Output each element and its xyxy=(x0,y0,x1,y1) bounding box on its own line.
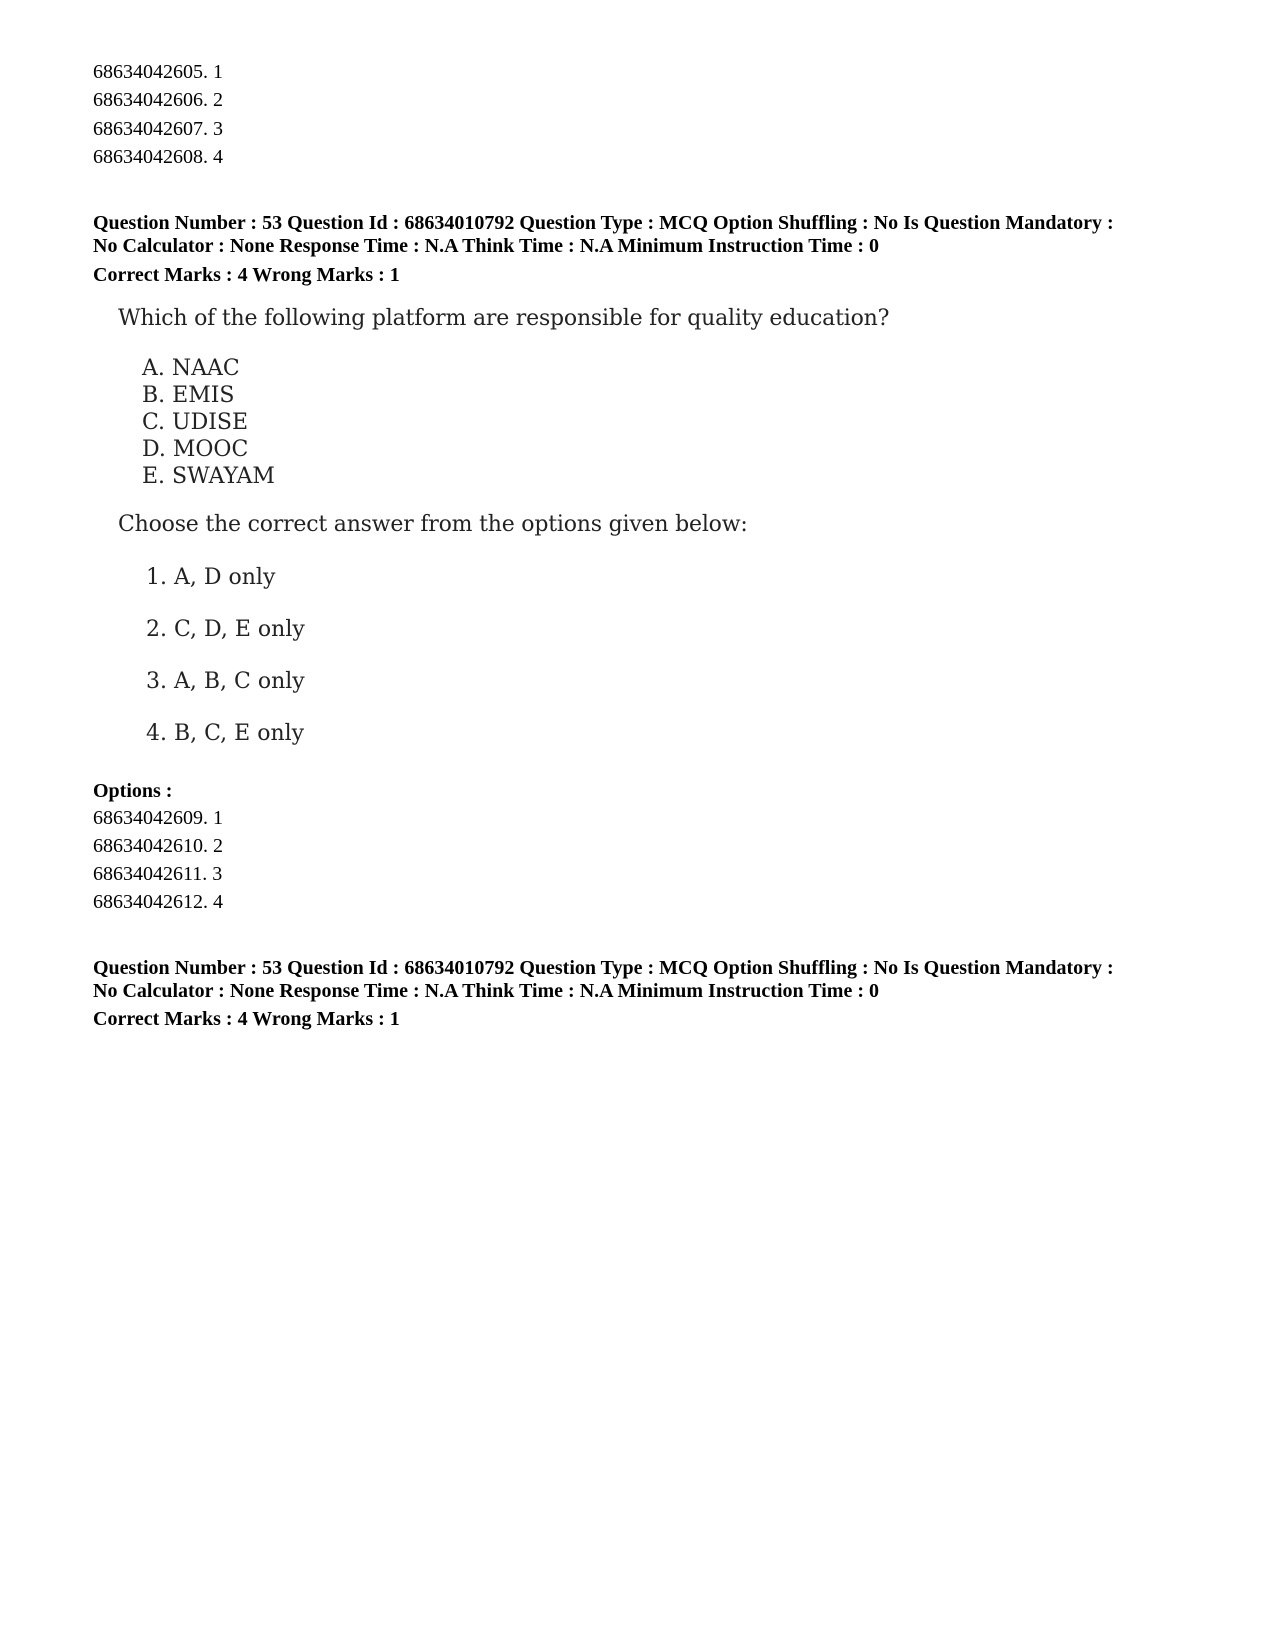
question-marks: Correct Marks : 4 Wrong Marks : 1 xyxy=(93,264,400,286)
statement-c: C. UDISE xyxy=(142,410,249,435)
statement-b: B. EMIS xyxy=(142,383,235,408)
choice-4: 4. B, C, E only xyxy=(146,721,305,746)
question-stem: Which of the following platform are responsible for quality education? xyxy=(118,306,890,331)
question-header-line1: Question Number : 53 Question Id : 68634010792 Question Type : MCQ Option Shuffling : No Is Question Mandatory : xyxy=(93,212,1114,234)
choice-3: 3. A, B, C only xyxy=(146,669,305,694)
previous-option-1: 68634042605. 1 xyxy=(93,61,223,83)
options-label: Options : xyxy=(93,780,173,802)
statement-d: D. MOOC xyxy=(142,437,249,462)
choice-1: 1. A, D only xyxy=(146,565,276,590)
previous-option-2: 68634042606. 2 xyxy=(93,89,223,111)
question-body xyxy=(93,305,890,795)
choice-2: 2. C, D, E only xyxy=(146,617,305,642)
statement-e: E. SWAYAM xyxy=(142,464,275,489)
previous-option-4: 68634042608. 4 xyxy=(93,146,223,168)
previous-option-3: 68634042607. 3 xyxy=(93,118,223,140)
next-question-header-line1: Question Number : 53 Question Id : 68634010792 Question Type : MCQ Option Shuffling : No Is Question Mandatory : xyxy=(93,957,1114,979)
option-3: 68634042611. 3 xyxy=(93,863,223,885)
next-question-marks: Correct Marks : 4 Wrong Marks : 1 xyxy=(93,1008,400,1030)
question-header-line2: No Calculator : None Response Time : N.A Think Time : N.A Minimum Instruction Time : 0 xyxy=(93,235,879,257)
option-1: 68634042609. 1 xyxy=(93,807,223,829)
option-2: 68634042610. 2 xyxy=(93,835,223,857)
option-4: 68634042612. 4 xyxy=(93,891,223,913)
statement-a: A. NAAC xyxy=(142,356,240,381)
question-instruction: Choose the correct answer from the options given below: xyxy=(118,512,748,537)
next-question-header-line2: No Calculator : None Response Time : N.A Think Time : N.A Minimum Instruction Time : 0 xyxy=(93,980,879,1002)
